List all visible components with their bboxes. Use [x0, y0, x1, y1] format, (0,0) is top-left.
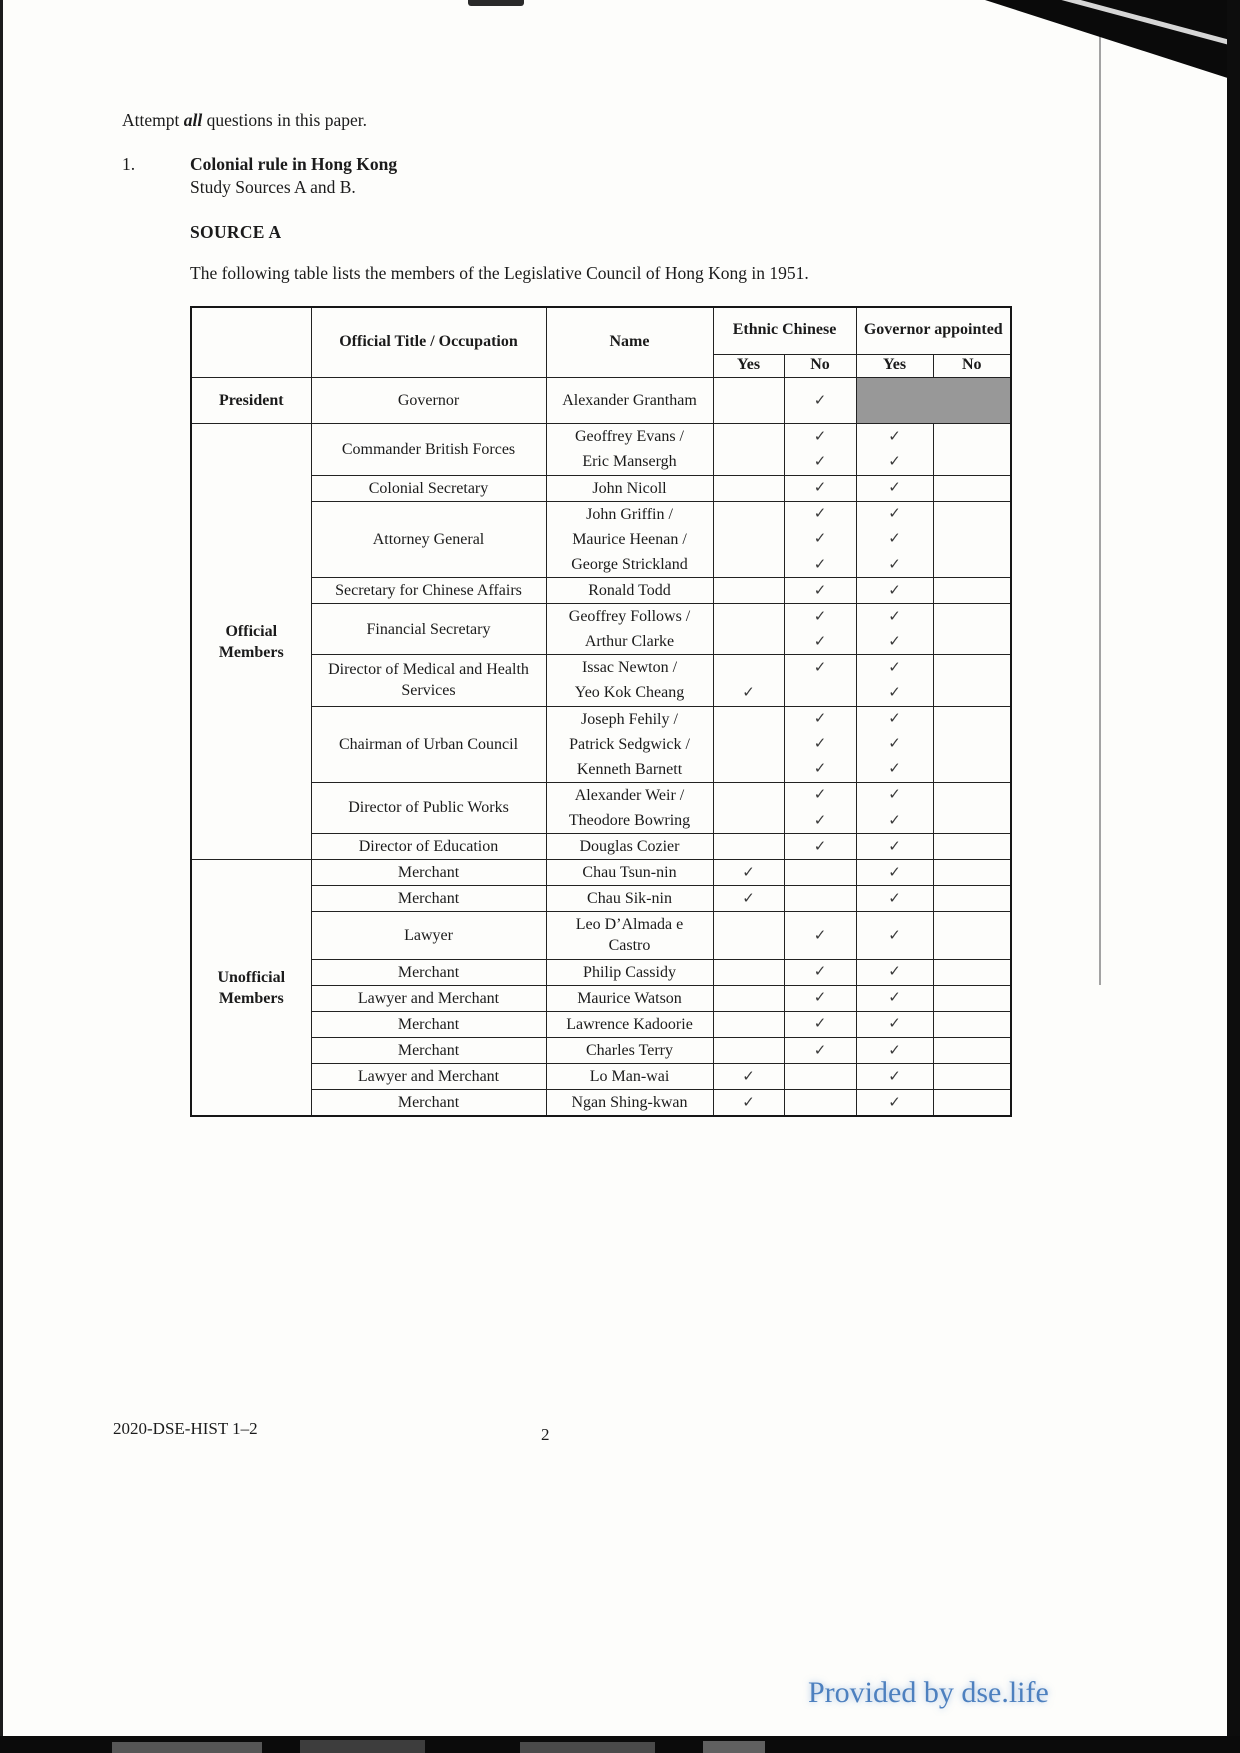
source-label: SOURCE A: [190, 222, 282, 242]
occupation-cell: Colonial Secretary: [311, 475, 546, 501]
governor-yes-cell: ✓: [856, 1037, 933, 1063]
governor-no-cell: [933, 782, 1011, 808]
ethnic-no-cell: ✓: [784, 808, 856, 834]
ethnic-no-cell: ✓: [784, 577, 856, 603]
header-ethnic-no: No: [784, 354, 856, 378]
header-name: Name: [546, 307, 713, 378]
question-instruction: Study Sources A and B.: [190, 177, 356, 197]
occupation-cell: Attorney General: [311, 501, 546, 577]
ethnic-yes-cell: [713, 706, 784, 732]
ethnic-yes-cell: [713, 378, 784, 424]
governor-yes-cell: ✓: [856, 860, 933, 886]
governor-yes-cell: ✓: [856, 501, 933, 527]
occupation-cell: Lawyer: [311, 912, 546, 959]
corner-header-cell: [191, 307, 311, 378]
governor-yes-cell: ✓: [856, 886, 933, 912]
ethnic-yes-cell: [713, 501, 784, 527]
governor-yes-cell: ✓: [856, 449, 933, 475]
occupation-cell: Director of Medical and Health Services: [311, 655, 546, 706]
page-number: 2: [541, 1425, 550, 1444]
governor-yes-cell: ✓: [856, 655, 933, 681]
name-cell: Chau Sik-nin: [546, 886, 713, 912]
governor-no-cell: [933, 757, 1011, 783]
occupation-cell: Commander British Forces: [311, 424, 546, 475]
name-cell: Philip Cassidy: [546, 959, 713, 985]
governor-no-cell: [933, 1090, 1011, 1117]
group-label-cell: Official Members: [191, 424, 311, 860]
occupation-cell: Lawyer and Merchant: [311, 985, 546, 1011]
lc-table-body: [191, 378, 1011, 1116]
name-cell: John Griffin /: [546, 501, 713, 527]
ethnic-yes-cell: ✓: [713, 1064, 784, 1090]
name-cell: Alexander Weir /: [546, 782, 713, 808]
ethnic-no-cell: ✓: [784, 527, 856, 552]
name-cell: Ngan Shing-kwan: [546, 1090, 713, 1117]
governor-yes-cell: ✓: [856, 912, 933, 959]
paper-instruction: [122, 110, 367, 131]
governor-no-cell: [933, 886, 1011, 912]
governor-no-cell: [933, 1037, 1011, 1063]
name-cell: Geoffrey Follows /: [546, 604, 713, 630]
name-cell: Joseph Fehily /: [546, 706, 713, 732]
occupation-cell: Governor: [311, 378, 546, 424]
group-label-cell: President: [191, 378, 311, 424]
governor-yes-cell: ✓: [856, 757, 933, 783]
ethnic-no-cell: ✓: [784, 475, 856, 501]
ethnic-yes-cell: [713, 629, 784, 655]
scan-mark-top: [468, 0, 524, 6]
ethnic-yes-cell: ✓: [713, 1090, 784, 1117]
ethnic-yes-cell: [713, 655, 784, 681]
ethnic-no-cell: ✓: [784, 501, 856, 527]
ethnic-yes-cell: [713, 552, 784, 578]
occupation-cell: Director of Education: [311, 834, 546, 860]
governor-no-cell: [933, 680, 1011, 706]
ethnic-no-cell: [784, 680, 856, 706]
occupation-cell: Merchant: [311, 959, 546, 985]
governor-no-cell: [933, 732, 1011, 757]
ethnic-yes-cell: [713, 959, 784, 985]
ethnic-yes-cell: [713, 912, 784, 959]
watermark: Provided by dse.life: [808, 1676, 1049, 1709]
ethnic-yes-cell: [713, 449, 784, 475]
governor-no-cell: [933, 1011, 1011, 1037]
ethnic-no-cell: ✓: [784, 834, 856, 860]
governor-yes-cell: ✓: [856, 808, 933, 834]
ethnic-no-cell: ✓: [784, 757, 856, 783]
legco-members-table: [190, 306, 1012, 1117]
scan-edge-bottom-segment: [703, 1741, 765, 1753]
ethnic-no-cell: ✓: [784, 732, 856, 757]
occupation-cell: Merchant: [311, 1090, 546, 1117]
name-cell: George Strickland: [546, 552, 713, 578]
governor-no-cell: [933, 808, 1011, 834]
occupation-cell: Merchant: [311, 886, 546, 912]
ethnic-yes-cell: [713, 475, 784, 501]
occupation-cell: Lawyer and Merchant: [311, 1064, 546, 1090]
ethnic-yes-cell: [713, 757, 784, 783]
header-governor-yes: Yes: [856, 354, 933, 378]
governor-no-cell: [933, 912, 1011, 959]
occupation-cell: Director of Public Works: [311, 782, 546, 833]
ethnic-yes-cell: [713, 782, 784, 808]
ethnic-no-cell: ✓: [784, 449, 856, 475]
governor-no-cell: [933, 860, 1011, 886]
governor-yes-cell: ✓: [856, 706, 933, 732]
ethnic-no-cell: ✓: [784, 629, 856, 655]
occupation-cell: Merchant: [311, 1011, 546, 1037]
governor-yes-cell: ✓: [856, 629, 933, 655]
header-official-title: Official Title / Occupation: [311, 307, 546, 378]
name-cell: John Nicoll: [546, 475, 713, 501]
name-cell: Issac Newton /: [546, 655, 713, 681]
name-cell: Theodore Bowring: [546, 808, 713, 834]
ethnic-no-cell: ✓: [784, 1037, 856, 1063]
table-caption: The following table lists the members of the Legislative Council of Hong Kong in 1951.: [190, 263, 809, 283]
name-cell: Douglas Cozier: [546, 834, 713, 860]
ethnic-no-cell: ✓: [784, 604, 856, 630]
group-label-cell: Unofficial Members: [191, 860, 311, 1117]
ethnic-no-cell: ✓: [784, 959, 856, 985]
name-cell: Arthur Clarke: [546, 629, 713, 655]
occupation-cell: Merchant: [311, 860, 546, 886]
ethnic-no-cell: ✓: [784, 706, 856, 732]
scan-edge-left: [0, 0, 3, 1753]
governor-no-cell: [933, 424, 1011, 450]
paper-instruction-suffix: questions in this paper.: [202, 110, 367, 130]
name-cell: Eric Mansergh: [546, 449, 713, 475]
question-title: Colonial rule in Hong Kong: [190, 154, 398, 174]
governor-no-cell: [933, 527, 1011, 552]
ethnic-yes-cell: [713, 1011, 784, 1037]
governor-yes-cell: ✓: [856, 782, 933, 808]
governor-no-cell: [933, 985, 1011, 1011]
governor-no-cell: [933, 629, 1011, 655]
governor-no-cell: [933, 834, 1011, 860]
governor-yes-cell: ✓: [856, 552, 933, 578]
governor-yes-cell: ✓: [856, 985, 933, 1011]
name-cell: Maurice Watson: [546, 985, 713, 1011]
governor-yes-cell: ✓: [856, 1064, 933, 1090]
ethnic-no-cell: ✓: [784, 1011, 856, 1037]
governor-no-cell: [933, 959, 1011, 985]
name-cell: Charles Terry: [546, 1037, 713, 1063]
name-cell: Alexander Grantham: [546, 378, 713, 424]
governor-no-cell: [933, 655, 1011, 681]
governor-yes-cell: ✓: [856, 834, 933, 860]
scan-edge-bottom-segment: [520, 1742, 655, 1753]
question-number: 1.: [122, 154, 136, 174]
name-cell: Geoffrey Evans /: [546, 424, 713, 450]
governor-yes-cell: ✓: [856, 424, 933, 450]
ethnic-no-cell: ✓: [784, 912, 856, 959]
governor-no-cell: [933, 501, 1011, 527]
header-governor-no: No: [933, 354, 1011, 378]
ethnic-no-cell: ✓: [784, 378, 856, 424]
ethnic-yes-cell: ✓: [713, 860, 784, 886]
governor-no-cell: [933, 577, 1011, 603]
ethnic-yes-cell: [713, 808, 784, 834]
occupation-cell: Chairman of Urban Council: [311, 706, 546, 782]
ethnic-yes-cell: [713, 732, 784, 757]
paper-code: 2020-DSE-HIST 1–2: [113, 1419, 258, 1438]
name-cell: Maurice Heenan /: [546, 527, 713, 552]
governor-no-cell: [933, 552, 1011, 578]
ethnic-yes-cell: [713, 985, 784, 1011]
occupation-cell: Merchant: [311, 1037, 546, 1063]
ethnic-no-cell: [784, 886, 856, 912]
ethnic-no-cell: ✓: [784, 424, 856, 450]
ethnic-no-cell: ✓: [784, 655, 856, 681]
scan-edge-bottom-segment: [112, 1742, 262, 1753]
name-cell: Chau Tsun-nin: [546, 860, 713, 886]
governor-yes-cell: ✓: [856, 604, 933, 630]
legco-table-container: [190, 306, 1012, 1117]
governor-yes-cell: ✓: [856, 680, 933, 706]
scan-crease-line: [1099, 0, 1101, 985]
governor-yes-cell: ✓: [856, 527, 933, 552]
ethnic-yes-cell: [713, 577, 784, 603]
name-cell: Leo D’Almada e Castro: [546, 912, 713, 959]
occupation-cell: Financial Secretary: [311, 604, 546, 655]
ethnic-no-cell: ✓: [784, 985, 856, 1011]
governor-no-cell: [933, 706, 1011, 732]
governor-yes-cell: ✓: [856, 959, 933, 985]
ethnic-no-cell: [784, 1064, 856, 1090]
scan-edge-right: [1227, 0, 1240, 1753]
name-cell: Ronald Todd: [546, 577, 713, 603]
ethnic-yes-cell: [713, 527, 784, 552]
ethnic-no-cell: [784, 860, 856, 886]
governor-yes-cell: ✓: [856, 732, 933, 757]
header-ethnic-chinese: Ethnic Chinese: [713, 307, 856, 354]
name-cell: Kenneth Barnett: [546, 757, 713, 783]
name-cell: Patrick Sedgwick /: [546, 732, 713, 757]
ethnic-yes-cell: ✓: [713, 680, 784, 706]
ethnic-yes-cell: [713, 834, 784, 860]
ethnic-yes-cell: [713, 1037, 784, 1063]
header-governor-appointed: Governor appointed: [856, 307, 1011, 354]
governor-no-cell: [933, 449, 1011, 475]
governor-yes-cell: ✓: [856, 577, 933, 603]
governor-appointed-grey-cell: [856, 378, 1011, 424]
governor-no-cell: [933, 604, 1011, 630]
occupation-cell: Secretary for Chinese Affairs: [311, 577, 546, 603]
ethnic-no-cell: ✓: [784, 552, 856, 578]
name-cell: Yeo Kok Cheang: [546, 680, 713, 706]
scan-edge-bottom-segment: [300, 1740, 425, 1753]
header-ethnic-yes: Yes: [713, 354, 784, 378]
ethnic-no-cell: [784, 1090, 856, 1117]
ethnic-yes-cell: ✓: [713, 886, 784, 912]
ethnic-no-cell: ✓: [784, 782, 856, 808]
ethnic-yes-cell: [713, 604, 784, 630]
name-cell: Lo Man-wai: [546, 1064, 713, 1090]
governor-yes-cell: ✓: [856, 1090, 933, 1117]
governor-yes-cell: ✓: [856, 475, 933, 501]
governor-yes-cell: ✓: [856, 1011, 933, 1037]
paper-instruction-prefix: Attempt: [122, 110, 184, 130]
paper-instruction-emphasis: all: [183, 110, 203, 130]
ethnic-yes-cell: [713, 424, 784, 450]
name-cell: Lawrence Kadoorie: [546, 1011, 713, 1037]
governor-no-cell: [933, 1064, 1011, 1090]
governor-no-cell: [933, 475, 1011, 501]
